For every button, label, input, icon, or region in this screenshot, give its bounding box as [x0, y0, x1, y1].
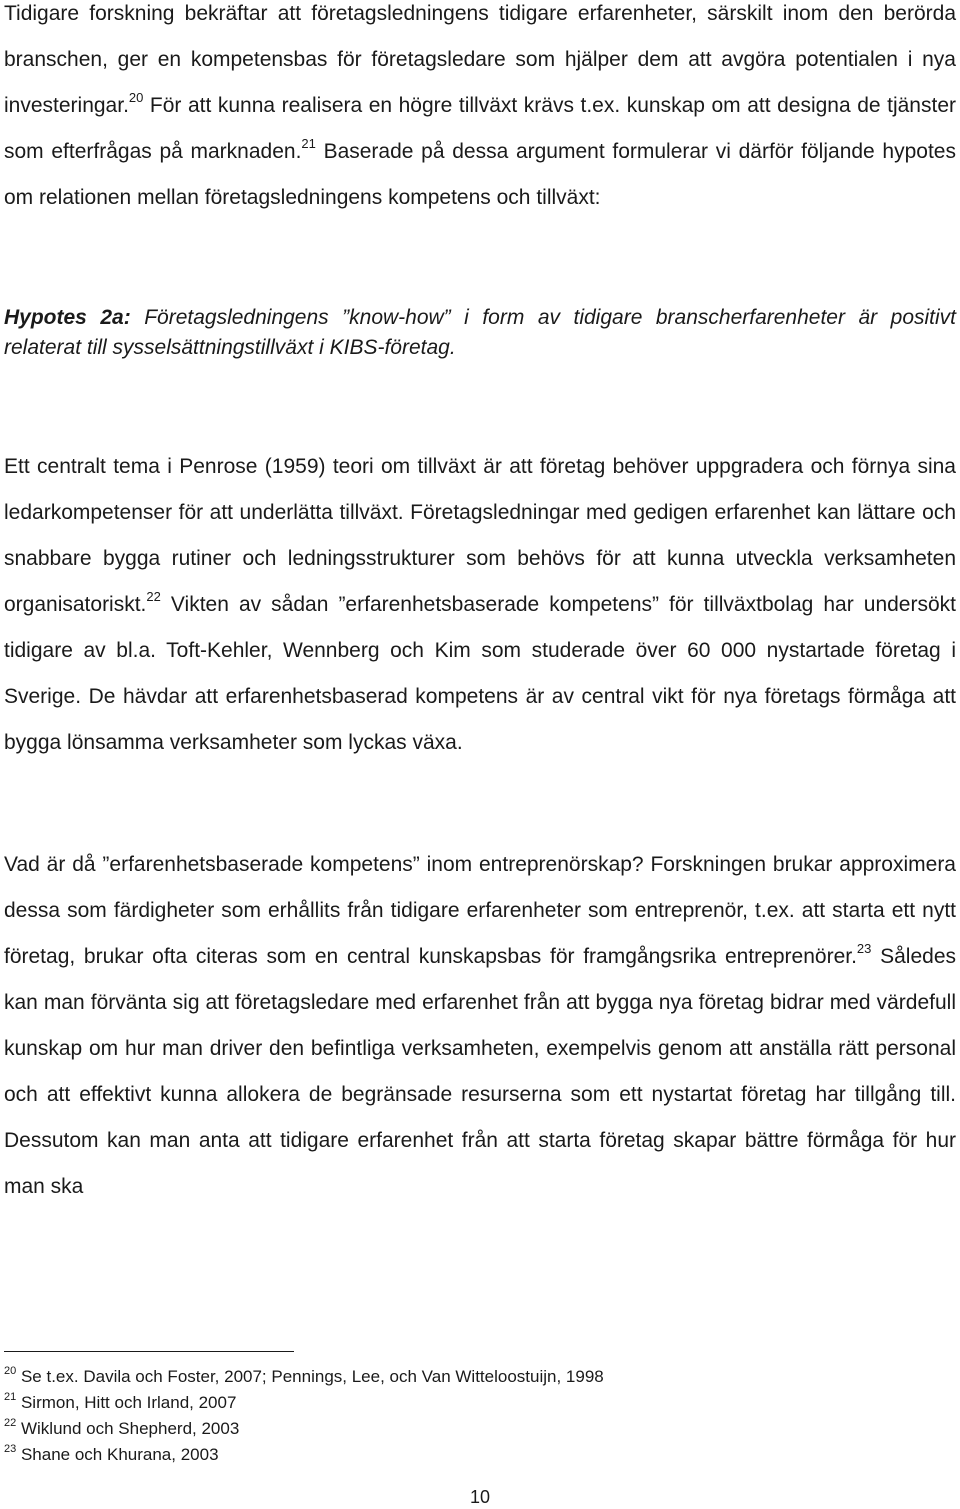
footnote-text: Sirmon, Hitt och Irland, 2007	[16, 1393, 237, 1412]
footnote-ref-20[interactable]: 20	[128, 90, 144, 105]
paragraph-1-text-a: Tidigare forskning bekräftar att företagsledningens tidigare erfarenheter, särskilt inom den berörda branschen, ger en kompetensbas för företagsledare som hjälper dem att avgöra potentialen i nya investeringar.	[4, 2, 956, 117]
footnote-text: Wiklund och Shepherd, 2003	[16, 1419, 240, 1438]
page-number: 10	[469, 1487, 491, 1507]
footnote-20	[4, 1364, 904, 1390]
paragraph-1-text-c: Baserade på dessa argument formulerar vi därför följande hypotes om relationen mellan företagsledningens kompetens och tillväxt:	[4, 140, 956, 209]
paragraph-2	[4, 444, 956, 766]
paragraph-2-text-b: Vikten av sådan ”erfarenhetsbaserade kompetens” för tillväxtbolag har undersökt tidigare av bl.a. Toft-Kehler, Wennberg och Kim som studerade över 60 000 nystartade företag i Sverige. De hävdar att erfarenhetsbaserad kompetens är av central vikt för nya företags förmåga att bygga lönsamma verksamheter som lyckas växa.	[4, 593, 956, 754]
paragraph-3	[4, 842, 956, 1210]
paragraph-3-text-b: Således kan man förvänta sig att företagsledare med erfarenhet från att bygga nya företag bidrar med värdefull kunskap om hur man driver den befintliga verksamheten, exempelvis genom att anställa rätt personal och att effektivt kunna allokera de begränsade resurserna som ett nystartat företag har tillgång till. Dessutom kan man anta att tidigare erfarenhet från att starta företag skapar bättre förmåga för hur man ska	[4, 945, 956, 1198]
paragraph-1-text-b: För att kunna realisera en högre tillväxt krävs t.ex. kunskap om att designa de tjänster som efterfrågas på marknaden.	[4, 94, 956, 163]
footnote-text: Shane och Khurana, 2003	[16, 1445, 219, 1464]
footnote-number: 21	[4, 1391, 17, 1404]
footnote-21	[4, 1390, 904, 1416]
footnote-number: 22	[4, 1417, 17, 1430]
paragraph-1	[4, 0, 956, 221]
footnote-number: 20	[4, 1365, 17, 1378]
footnote-separator	[4, 1351, 294, 1352]
footnote-text: Se t.ex. Davila och Foster, 2007; Pennings, Lee, och Van Witteloostuijn, 1998	[16, 1367, 604, 1386]
footnote-ref-21[interactable]: 21	[301, 136, 316, 151]
hypothesis-label: Hypotes 2a:	[4, 306, 131, 329]
paragraph-2-text-a: Ett centralt tema i Penrose (1959) teori om tillväxt är att företag behöver uppgradera och förnya sina ledarkompetenser för att underlätta tillväxt. Företagsledningar med gedigen erfarenhet kan lättare och snabbare bygga rutiner och ledningsstrukturer som behövs för att kunna utveckla verksamheten organisatoriskt.	[4, 455, 956, 616]
footnote-23	[4, 1442, 904, 1468]
footnotes	[4, 1364, 904, 1468]
footnote-ref-23[interactable]: 23	[856, 941, 872, 956]
hypothesis-text: Företagsledningens ”know-how” i form av tidigare branscherfarenheter är positivt relaterat till sysselsättningstillväxt i KIBS-företag.	[4, 306, 956, 359]
footnote-number: 23	[4, 1443, 17, 1456]
footnote-22	[4, 1416, 904, 1442]
hypothesis-2a	[4, 303, 956, 363]
footnote-ref-22[interactable]: 22	[146, 589, 161, 604]
paragraph-3-text-a: Vad är då ”erfarenhetsbaserade kompetens” inom entreprenörskap? Forskningen brukar approximera dessa som färdigheter som erhållits från tidigare erfarenheter som entreprenör, t.ex. att starta ett nytt företag, brukar ofta citeras som en central kunskapsbas för framgångsrika entreprenörer.	[4, 853, 956, 968]
